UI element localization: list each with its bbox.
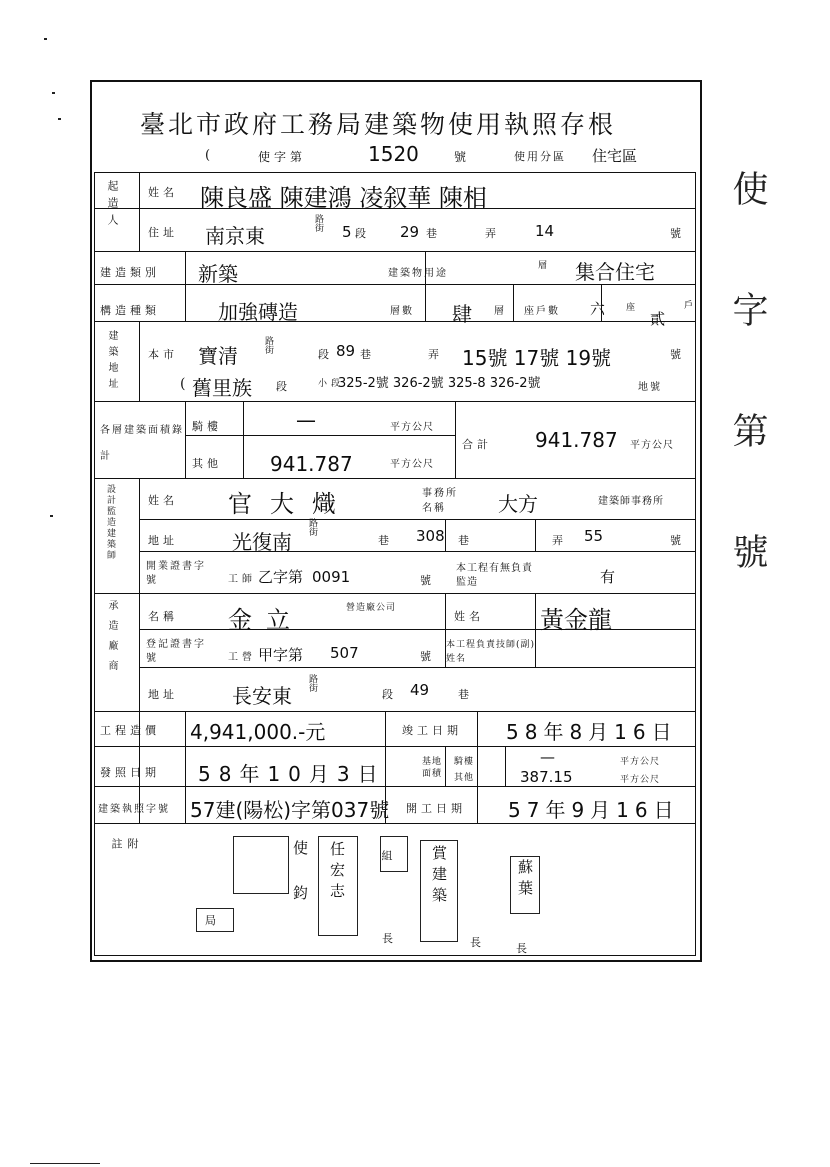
designer-license-mid: 乙字第 [258,568,304,586]
header-paren: ( [205,148,215,163]
floors-label: 層數 [390,306,414,317]
arcade-value: — [296,408,316,432]
stamp-box [233,836,289,894]
scan-speck [52,92,55,94]
stamp-box [380,836,408,872]
designer-license-no: 0091 [312,568,351,586]
contractor-reg-label: 登記證書字號 [146,639,206,664]
contractor-person-value: 黃金龍 [540,606,612,634]
designer-name-value: 官大熾 [228,490,354,518]
start-value: 57年9月16日 [508,798,680,822]
contractor-person-label: 姓名 [454,610,484,623]
location-duan2: 段 [276,380,291,393]
designer-license-label: 開業證書字號 [146,561,206,586]
scan-edge-line [30,1163,100,1164]
stamp-text: 局 [205,914,216,927]
use-value: 集合住宅 [575,260,655,284]
completion-value: 58年8月16日 [506,720,678,744]
contractor-lane: 49 [410,681,430,699]
designer-road-label: 路街 [307,518,317,536]
site-label: 基地面積 [422,757,443,779]
stamp-box [196,908,234,932]
floors-unit: 層 [494,306,508,317]
designer-lane: 308 [416,527,445,545]
stamp-text: 組 [380,850,393,921]
stamp-text: 賞建築 [430,845,448,908]
designer-group-label: 設計監造建築師 [105,484,115,561]
contractor-reg-mid: 甲字第 [258,646,304,664]
location-lot-label: 地號 [638,382,662,393]
location-lane: 89 [336,342,356,360]
header-hao: 號 [454,150,471,164]
structure-value: 加強磚造 [218,300,298,324]
contractor-hao: 號 [420,650,435,663]
page-title: 臺北市政府工務局建築物使用執照存根 [140,110,617,139]
applicant-road-label: 路街 [313,214,323,232]
applicant-addr-label: 住址 [148,226,178,239]
contractor-group-label: 承造廠商 [106,600,117,680]
location-duan: 段 [318,348,333,361]
build-floor-unit: 層 [538,261,552,271]
units-label: 座戶數 [524,306,560,317]
designer-name-label: 姓名 [148,494,178,507]
arcade-label: 騎樓 [192,420,222,433]
units-zuo: 座 [626,303,640,313]
stamp-text: 蘇葉 [516,859,534,901]
completion-label: 竣工日期 [402,724,462,737]
applicant-names: 陳良盛 陳建鴻 凌叙華 陳相 [200,184,487,212]
applicant-name-label: 姓名 [148,186,178,199]
zone-label: 使用分區 [514,150,566,163]
permit-value: 57建(陽松)字第037號 [190,798,390,822]
arcade-unit: 平方公尺 [390,422,434,433]
designer-hao: 號 [670,534,685,547]
permit-number: 1520 [368,142,419,166]
other-value: 941.787 [270,452,353,476]
use-label: 建築物用途 [388,268,448,279]
designer-resp-label: 本工程有無負責監造 [456,563,533,588]
units-hu: 戶 [684,301,698,311]
contractor-tech-label: 本工程負責技師(副)姓名 [446,640,536,664]
applicant-no: 14 [535,222,555,240]
stamp-text: 長 [516,942,531,955]
stamp-box [510,856,540,914]
units-value: 六 [590,300,606,318]
location-road-label: 路街 [263,336,273,354]
contractor-name-value: 金立 [228,606,304,634]
site-other-label: 其他 [454,773,475,783]
designer-resp-value: 有 [600,568,616,586]
applicant-nong: 弄 [485,227,500,240]
designer-office-label: 事務所名稱 [422,488,458,514]
applicant-lane: 29 [400,223,420,241]
site-value: 387.15 [520,768,573,786]
stamp-box [420,840,458,942]
location-city: 本市 [148,348,178,361]
cost-value: 4,941,000.-元 [190,720,326,744]
contractor-reg-no: 507 [330,644,359,662]
location-small-duan: 小段 [318,379,345,389]
designer-office-value: 大方 [498,492,538,516]
header-prefix: 使字第 [258,150,307,164]
issue-value: 58年10月3日 [198,762,386,786]
start-label: 開工日期 [406,802,466,815]
structure-label: 構造種類 [100,304,160,317]
location-lots: 325-2號 326-2號 325-8 326-2號 [338,376,541,391]
contractor-name-label: 名稱 [148,610,178,623]
site-arcade-label: 騎樓 [454,757,475,767]
other-label: 其他 [192,457,222,470]
scan-speck [50,515,53,517]
location-district: 舊里族 [192,376,252,400]
applicant-addr-road: 南京東 [205,224,265,248]
stamp-text: 長 [382,932,397,945]
location-group-label: 建築地址 [106,330,117,394]
total-value: 941.787 [535,428,618,452]
location-road: 寶清 [198,344,238,368]
location-xiang: 巷 [360,348,375,361]
designer-no: 55 [584,527,604,545]
applicant-hao: 號 [670,227,685,240]
contractor-road-label: 路街 [307,674,317,692]
margin-text: 使 字 第 號 [727,170,768,591]
contractor-company-label: 營造廠公司 [346,603,397,613]
designer-license-pre: 工師 [228,574,256,585]
site-arcade-unit: 平方公尺 [620,757,661,767]
cost-label: 工程造價 [100,724,160,737]
location-hao: 號 [670,348,685,361]
designer-addr-road: 光復南 [232,530,292,554]
contractor-duan: 段 [382,688,397,701]
designer-nong: 弄 [552,534,567,547]
stamp-text: 長 [470,936,485,949]
designer-addr-label: 地址 [148,534,178,547]
area-group-label: 各層建築面積錄計 [100,425,184,462]
other-unit: 平方公尺 [390,459,434,470]
designer-office-suffix: 建築師事務所 [598,496,664,507]
floors-value: 肆 [452,302,472,326]
build-type-value: 新築 [198,262,238,286]
contractor-xiang: 巷 [458,688,473,701]
scan-speck [58,118,61,120]
scan-speck [44,38,47,40]
designer-xiang: 巷 [458,534,473,547]
notes-label: 附註 [110,838,139,919]
applicant-section: 5 [342,223,352,241]
total-label: 合計 [462,438,492,451]
applicant-xiang: 巷 [426,227,441,240]
contractor-addr-road: 長安東 [232,684,292,708]
location-nong: 弄 [428,348,443,361]
stamp-text: 任宏志 [328,841,346,904]
site-arcade-value: — [540,748,555,766]
contractor-reg-pre: 工營 [228,652,256,663]
stamp-box [318,836,358,936]
stamp-text: 使 鈞 [291,840,309,906]
zone-value: 住宅區 [592,147,638,165]
issue-label: 發照日期 [100,766,160,779]
contractor-addr-label: 地址 [148,688,178,701]
location-paren: ( [180,376,190,392]
designer-xiang-label: 巷 [378,534,393,547]
total-unit: 平方公尺 [630,440,674,451]
location-nos: 15號 17號 19號 [462,346,612,370]
applicant-duan: 段 [355,227,370,240]
applicant-group-label: 起造人 [106,180,119,231]
site-unit: 平方公尺 [620,775,661,785]
build-type-label: 建造類別 [100,266,160,279]
designer-hao2: 號 [420,574,435,587]
units-hu-value: 貳 [650,310,666,328]
permit-label: 建築執照字號 [98,804,170,815]
